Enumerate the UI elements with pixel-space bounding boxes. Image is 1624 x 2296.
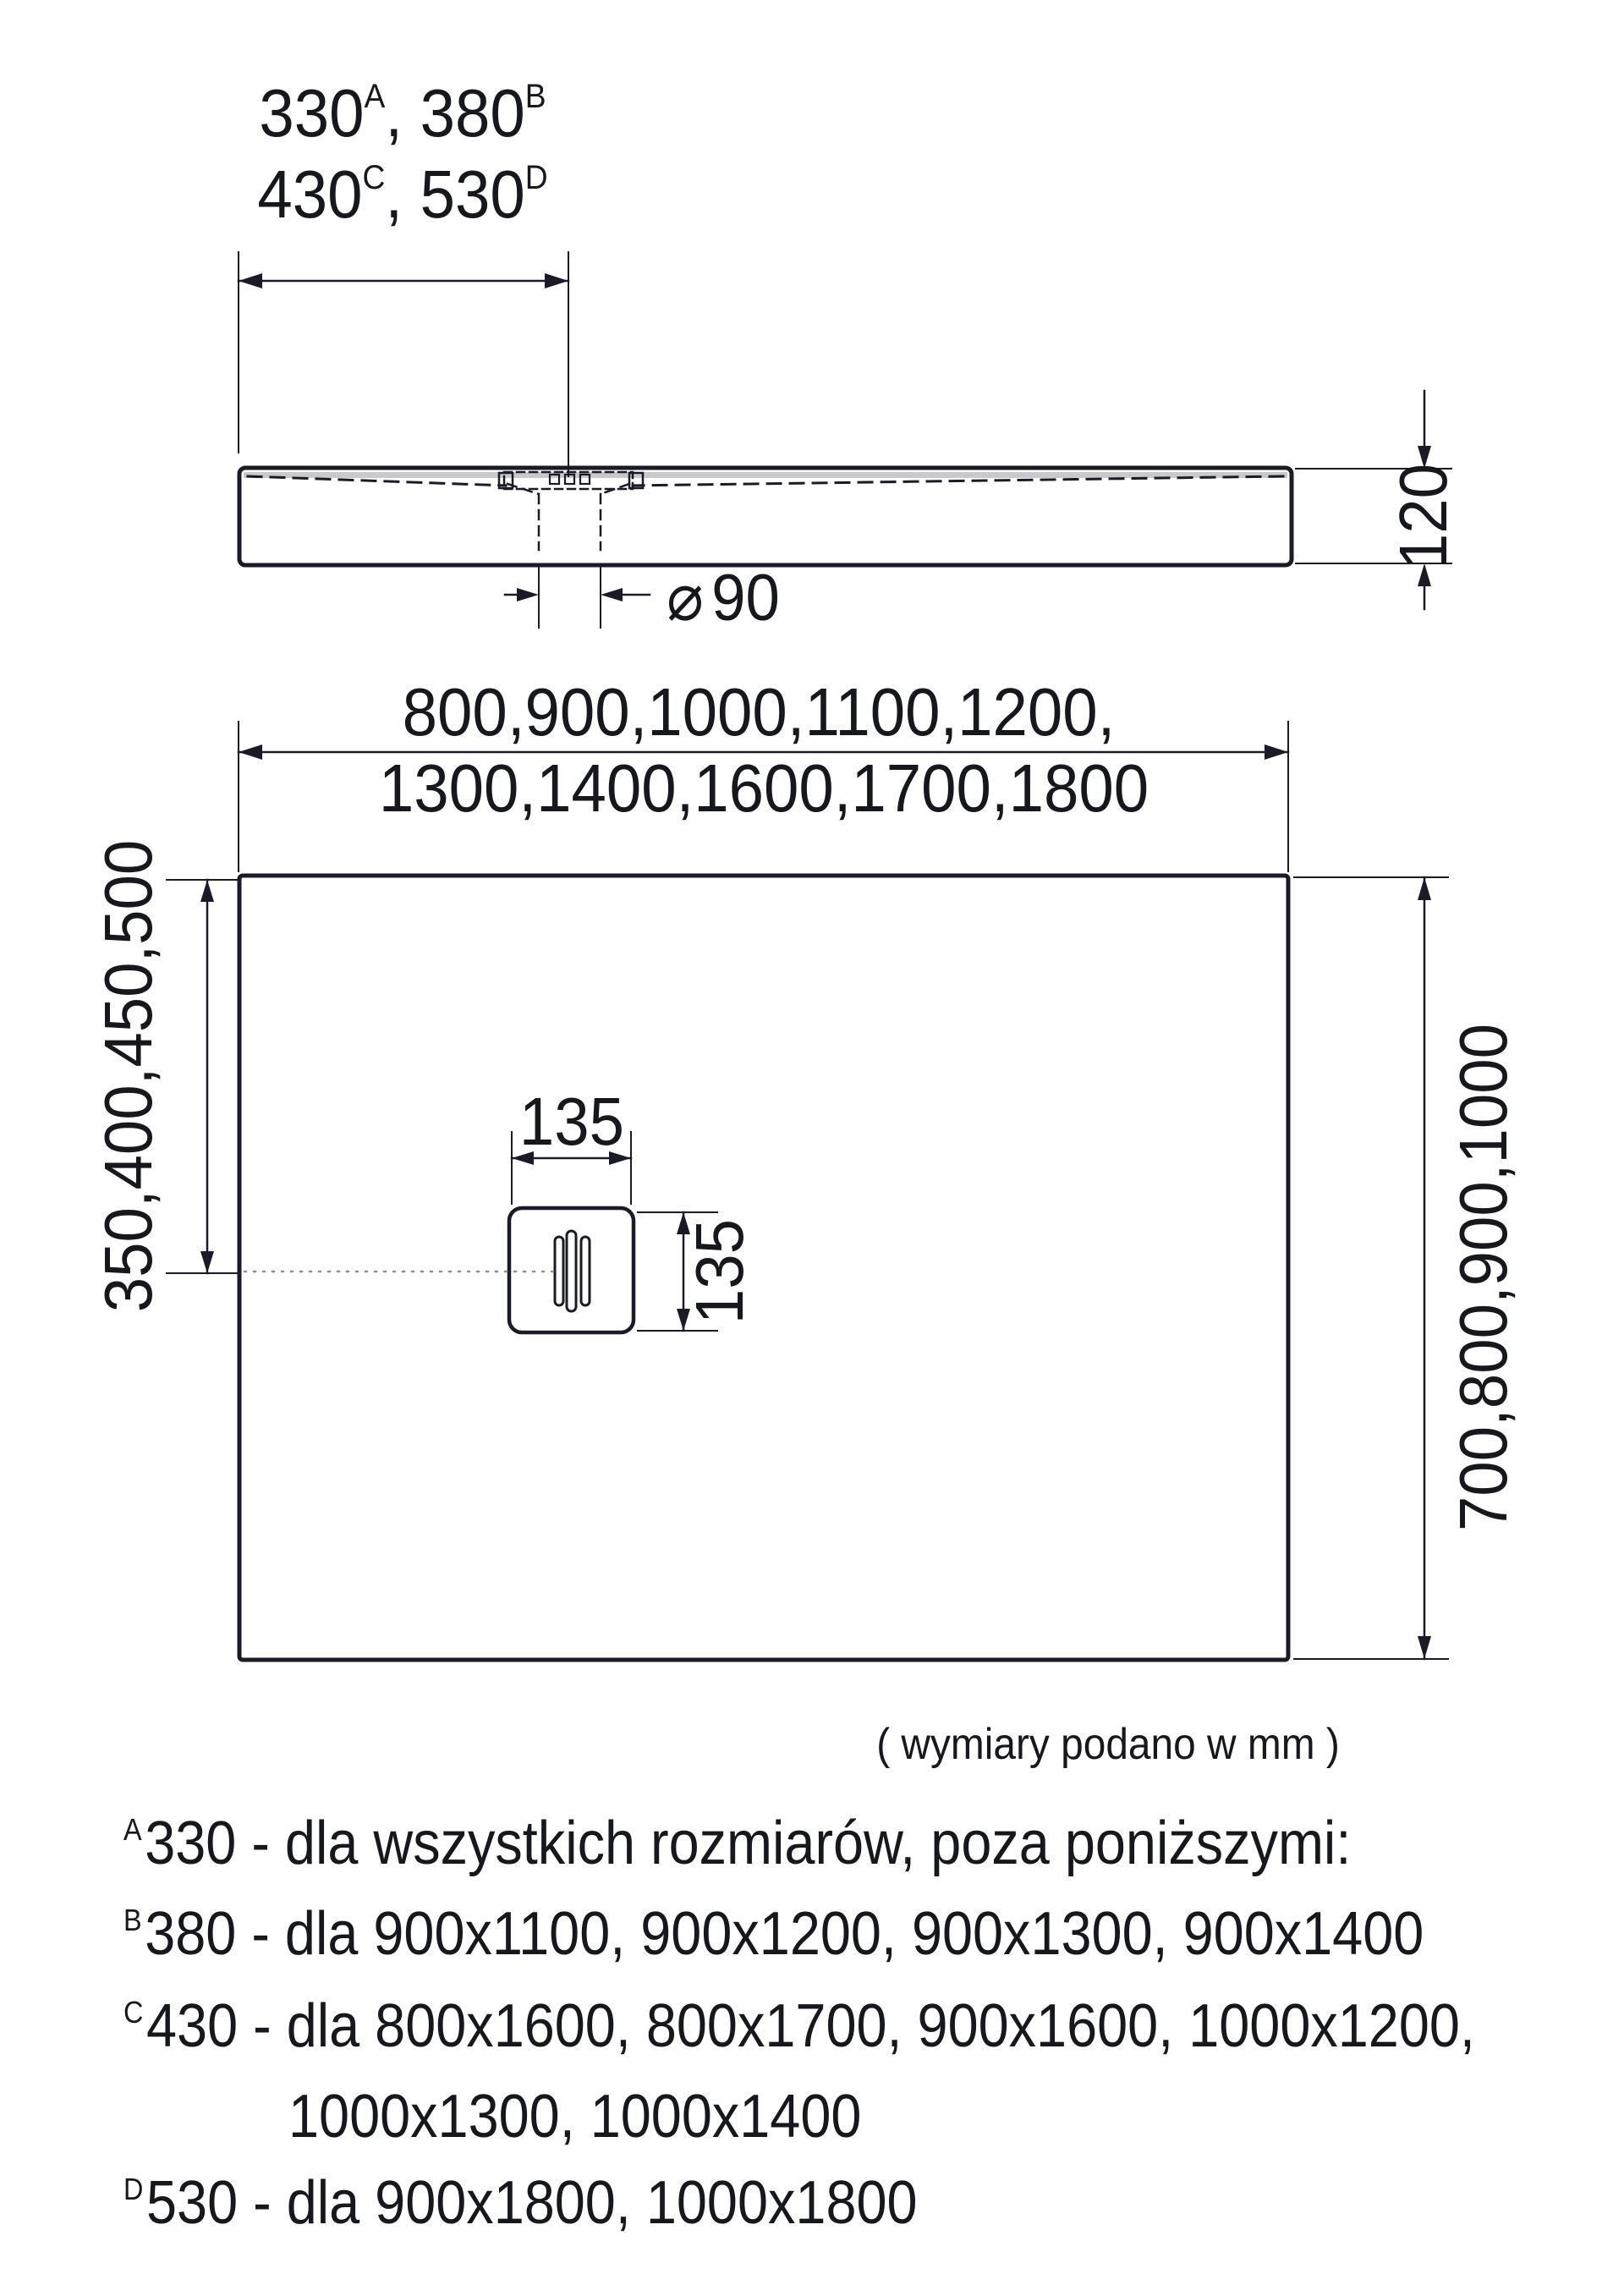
footnote-a	[123, 1810, 1352, 1877]
drain-slot	[567, 1231, 576, 1311]
dim-depth-right	[1294, 877, 1448, 1659]
drain-slot	[555, 1237, 563, 1305]
footnote-ref-d: D	[524, 159, 548, 196]
drain-plan	[509, 1208, 634, 1332]
units-note: ( wymiary podano w mm )	[876, 1720, 1340, 1769]
plan-width-label-line1: 800,900,1000,1100,1200,	[402, 674, 1116, 750]
footnote-a-sup: A	[123, 1812, 142, 1847]
drain-width-label: 135	[518, 1084, 625, 1159]
footnote-c-sup: C	[123, 1995, 144, 2030]
diameter-label	[667, 559, 780, 636]
footnote-b	[123, 1900, 1424, 1968]
footnote-d	[123, 2169, 918, 2237]
footnote-d-sup: D	[123, 2172, 144, 2206]
footnote-ref-a: A	[364, 78, 386, 115]
value-430: 430	[257, 157, 363, 232]
footnote-c	[123, 1992, 1475, 2060]
dim-diameter-90	[505, 565, 650, 628]
footnote-ref-b: B	[524, 78, 546, 115]
diameter-symbol: ⌀	[667, 559, 704, 636]
height-120-label: 120	[1385, 463, 1461, 569]
footnote-c-text: 430 - dla 800x1600, 800x1700, 900x1600, 1000x1200,	[146, 1992, 1475, 2060]
footnote-ref-c: C	[362, 159, 386, 196]
drain-slot	[581, 1237, 590, 1305]
footnote-b-sup: B	[123, 1903, 142, 1937]
top-dim-label-line1	[259, 75, 546, 151]
footnote-c-continued: 1000x1300, 1000x1400	[288, 2083, 862, 2150]
side-view	[239, 252, 1451, 628]
plan-left-label: 350,400,450,500	[91, 839, 166, 1313]
tray-top-shading	[244, 472, 1287, 478]
plan-width-label-line2: 1300,1400,1600,1700,1800	[378, 750, 1149, 826]
value-530: , 530	[385, 157, 525, 232]
tray-plan-outline	[239, 876, 1288, 1660]
dim-drain-offset-left	[167, 880, 237, 1273]
plan-right-label: 700,800,900,1000	[1446, 1024, 1521, 1531]
footnote-a-text: 330 - dla wszystkich rozmiarów, poza poniższymi:	[145, 1810, 1352, 1877]
diameter-value: 90	[711, 559, 780, 634]
top-dim-label-line2	[257, 157, 548, 232]
value-380: , 380	[385, 75, 525, 151]
drain-height-label: 135	[682, 1218, 757, 1325]
footnote-b-text: 380 - dla 900x1100, 900x1200, 900x1300, 900x1400	[145, 1900, 1424, 1968]
value-330: 330	[259, 75, 365, 151]
dim-drain-offset	[239, 252, 568, 453]
plan-view	[167, 722, 1448, 1660]
footnote-d-text: 530 - dla 900x1800, 1000x1800	[146, 2169, 918, 2237]
